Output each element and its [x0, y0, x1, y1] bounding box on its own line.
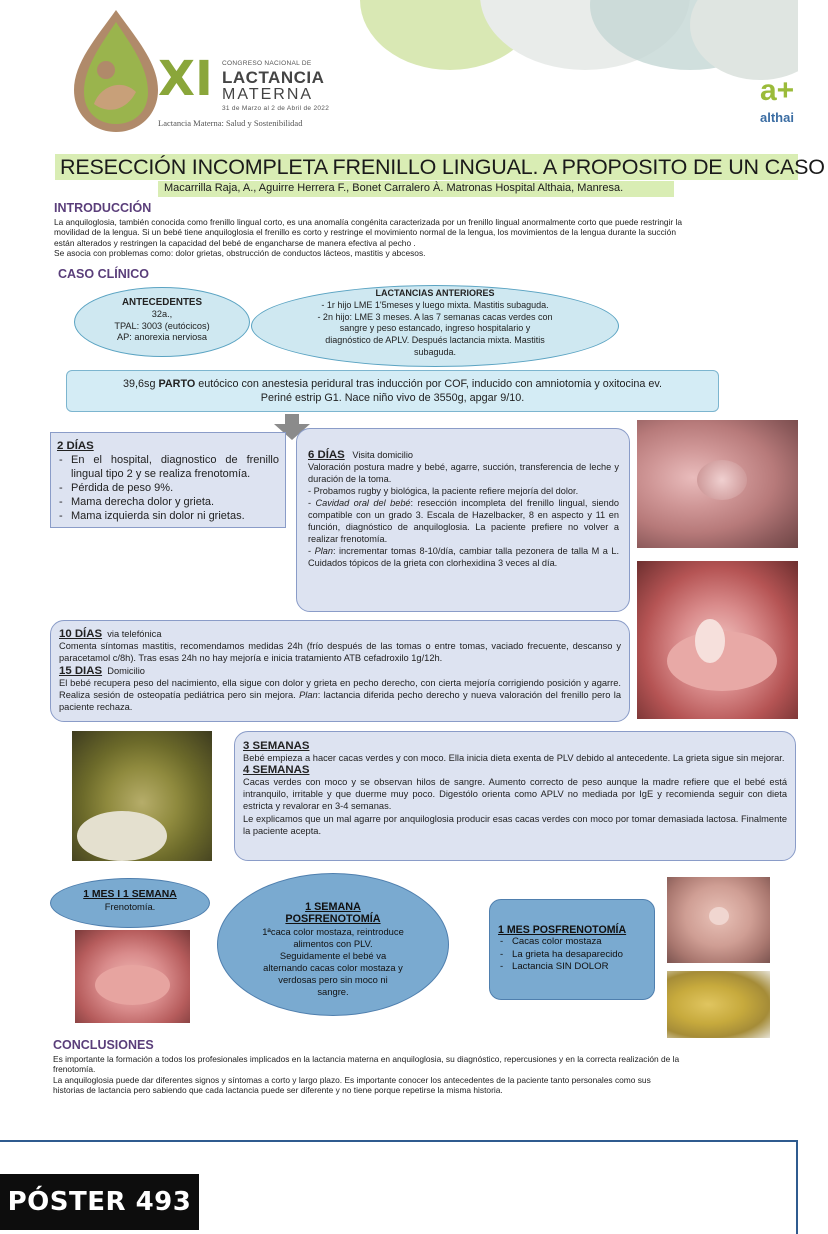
- seis-dias-p1: Valoración postura madre y bebé, agarre, succión, transferencia de leche y duración de la toma.: [308, 462, 619, 484]
- cavidad-text: : resección incompleta del frenillo lingual, siendo compatible con un grado 3. Escala de Hazelbacker, 8 en aspecto y 11 en función, diagnóstico de anquiloglosia. La paciente prefiere no volver a realizar frenotomía.: [308, 498, 619, 544]
- parto-bold: PARTO: [158, 378, 196, 390]
- conclusions-line: frenotomía.: [53, 1064, 96, 1075]
- conclusions-line: historias de lactancia pero sabiendo que cada lactancia puede ser diferente y no tiene porque repetirse la misma historia.: [53, 1085, 503, 1096]
- logo-line3: MATERNA: [222, 86, 314, 103]
- intro-line: están alterados y restringen la capacidad del bebé de engancharse de manera efectiva al pecho .: [54, 237, 416, 248]
- diez-heading: [59, 628, 621, 640]
- mes-pos-title: 1 MES POSFRENOTOMÍA: [498, 924, 627, 936]
- diez-title: 10 DÍAS: [59, 628, 103, 640]
- seis-dias-p4: - Plan: incrementar tomas 8-10/día, cambiar talla pezonera de talla M a L. Cuidados tópicos de la grieta con clorhexidina 3 veces al día.: [308, 546, 620, 568]
- quince-plan-label: Plan: [299, 690, 318, 701]
- logo-tagline: Lactancia Materna: Salud y Sostenibilidad: [158, 118, 303, 128]
- lactancias-line: diagnóstico de APLV. Después lactancia mixta. Mastitis: [325, 335, 545, 346]
- congress-logo-icon: [66, 8, 166, 134]
- diaper-stool-photo: [72, 731, 212, 861]
- mes-pos-box: [489, 899, 655, 1000]
- diez-subtitle: via telefónica: [107, 629, 162, 639]
- quince-text: [59, 677, 621, 714]
- list-item: - En el hospital, diagnostico de frenillo lingual tipo 2 y se realiza frenotomía.: [57, 453, 279, 481]
- semana-pos-line: alternando cacas color mostaza y: [263, 962, 403, 973]
- lactancias-line: subaguda.: [413, 346, 457, 357]
- logo-line1: CONGRESO NACIONAL DE: [222, 60, 312, 67]
- semana-pos-line: sangre.: [317, 986, 349, 997]
- lactancias-line: - 2n hijo: LME 3 meses. A las 7 semanas cacas verdes con: [317, 311, 553, 322]
- cuatro-semanas-text2: Le explicamos que un mal agarre por anquiloglosia producir esas cacas verdes con moco por tomar demasiada lactosa. Finalmente la paciente acepta.: [243, 813, 787, 836]
- seis-dias-p3: - Cavidad oral del bebé: resección incompleta del frenillo lingual, siendo compatible con un grado 3. Escala de Hazelbacker, 8 en aspecto y 11 en función, diagnóstico de anquiloglosia. La paciente prefiere no volver a realizar frenotomía.: [308, 498, 619, 544]
- post-frenotomy-mouth-photo: [75, 930, 190, 1023]
- quince-text-a: El bebé recupera peso del nacimiento, ella sigue con dolor y grieta en pecho derecho, con cierta mejoría corrigiendo posición y agarre. Realiza sesión de osteopatía pediátrica pero sin mejora.: [59, 677, 621, 701]
- cavidad-label: Cavidad oral del bebé: [315, 498, 411, 508]
- intro-line: La anquiloglosia, también conocida como frenillo lingual corto, es una anomalía congénita caracterizada por un frenillo lingual anormalmente corto que puede restringir la: [54, 217, 683, 227]
- list-item: - Pérdida de peso 9%.: [57, 481, 279, 495]
- logo-line2: LACTANCIA: [222, 68, 325, 87]
- list-item: - Mama izquierda sin dolor ni grietas.: [57, 509, 279, 523]
- breast-crack-photo: [637, 420, 798, 548]
- quince-text-b: : lactancia diferida pecho derecho y nueva valoración del frenillo pero la paciente rechaza.: [59, 690, 621, 713]
- quince-subtitle: Domicilio: [107, 665, 145, 676]
- mes-pos-list: [498, 936, 646, 974]
- frame-line-vertical: [796, 1140, 798, 1234]
- seis-dias-title: 6 DÍAS: [308, 449, 345, 461]
- logo-dates: 31 de Marzo al 2 de Abril de 2022: [222, 105, 330, 112]
- case-heading: CASO CLÍNICO: [58, 267, 149, 281]
- dos-dias-title: 2 DÍAS: [57, 440, 94, 452]
- antecedentes-line: TPAL: 3003 (eutócicos): [114, 320, 210, 331]
- dos-dias-list: [57, 453, 279, 523]
- semana-pos-line: alimentos con PLV.: [293, 938, 373, 949]
- dos-dias-box: [50, 432, 286, 528]
- intro-line: movilidad de la lengua. Si un bebé tiene anquiloglosia el frenillo es corto y restringe el movimiento normal de la lengua, los movimientos de la lengua durante la succión: [54, 227, 676, 238]
- semanas-box: [234, 731, 796, 861]
- conclusions-heading: CONCLUSIONES: [53, 1038, 154, 1052]
- quince-heading: [59, 665, 621, 677]
- list-item: - Cacas color mostaza: [498, 936, 646, 949]
- lactancias-title: LACTANCIAS ANTERIORES: [375, 288, 495, 298]
- intro-line: Se asocia con problemas como: dolor grietas, obstrucción de conductos lácteos, mastitis y abcesos.: [54, 248, 426, 259]
- semana-pos-line: verdosas pero sin moco ni: [278, 974, 388, 985]
- plan-text: : incrementar tomas 8-10/día, cambiar talla pezonera de talla M a L. Cuidados tópicos de la grieta con clorhexidina 3 veces al día.: [308, 546, 620, 568]
- semana-pos-ellipse: [217, 873, 449, 1016]
- antecedentes-ellipse: [74, 287, 250, 357]
- oral-cavity-photo: [637, 561, 798, 719]
- semana-pos-line: 1ªcaca color mostaza, reintroduce: [262, 926, 404, 937]
- un-mes-title: 1 MES I 1 SEMANA: [83, 889, 177, 900]
- antecedentes-title: ANTECEDENTES: [121, 297, 203, 308]
- semana-pos-title1: 1 SEMANA: [305, 901, 361, 913]
- un-mes-text: Frenotomía.: [104, 901, 156, 912]
- sponsor-name: althai: [760, 110, 794, 125]
- tres-semanas-title: 3 SEMANAS: [243, 740, 310, 752]
- healed-breast-photo: [667, 877, 770, 963]
- seis-dias-heading: [308, 449, 619, 461]
- antecedentes-line: 32a.,: [151, 308, 173, 319]
- cuatro-semanas-title: 4 SEMANAS: [243, 764, 310, 777]
- diez-text: Comenta síntomas mastitis, recomendamos medidas 24h (frío después de las tomas o entre tomas, vaciado frecuente, descanso y paracetamol c/8h). Tras esas 24h no hay mejoría e inicia tratamiento ATB cefadroxilo 1g/12h.: [59, 641, 621, 664]
- un-mes-ellipse: [50, 878, 210, 928]
- list-item: - Mama derecha dolor y grieta.: [57, 495, 279, 509]
- sponsor-mark: a+: [760, 74, 795, 107]
- parto-box: [66, 370, 719, 412]
- semana-pos-line: Seguidamente el bebé va: [279, 950, 387, 961]
- conclusions-text: [53, 1054, 803, 1096]
- tres-semanas-text: Bebé empieza a hacer cacas verdes y con moco. Ella inicia dieta exenta de PLV debido al antecedente. La grieta sigue sin mejorar.: [243, 753, 785, 764]
- list-item: - La grieta ha desaparecido: [498, 949, 646, 962]
- poster-number-badge: PÓSTER 493: [0, 1174, 199, 1230]
- intro-heading: INTRODUCCIÓN: [54, 201, 152, 215]
- seis-dias-box: [296, 428, 630, 612]
- parto-post: eutócico con anestesia peridural tras inducción por COF, inducido con amniotomia y oxitocina ev.: [195, 378, 662, 390]
- plan-label: Plan: [314, 546, 333, 556]
- logo-numeral: XI: [158, 51, 213, 107]
- poster-title: RESECCIÓN INCOMPLETA FRENILLO LINGUAL. A PROPOSITO DE UN CASO: [60, 155, 825, 179]
- frame-line-horizontal: [0, 1140, 798, 1142]
- lactancias-ellipse: [251, 285, 619, 367]
- conclusions-line: La anquiloglosia puede dar diferentes signos y síntomas a corto y largo plazo. Es importante conocer los antecedentes de la paciente tanto personales como sus: [53, 1074, 651, 1085]
- lactancias-line: sangre y peso estancado, ingreso hospitalario y: [339, 323, 531, 334]
- semana-pos-title2: POSFRENOTOMÍA: [285, 913, 381, 925]
- seis-dias-subtitle: Visita domicilio: [352, 450, 413, 460]
- mustard-stool-photo: [667, 971, 770, 1038]
- cuatro-semanas-text: Cacas verdes con moco y se observan hilos de sangre. Aumento correcto de peso aunque la madre refiere que el bebé está intranquilo, irritable y que duerme muy poco. Digestólo orienta como APLV no mediada por IgE y recomienda seguir con dieta estricta y revalorar en 3-4 semanas.: [243, 777, 787, 812]
- seis-dias-p2: - Probamos rugby y biológica, la paciente refiere mejoría del dolor.: [308, 486, 579, 496]
- authors: Macarrilla Raja, A., Aguirre Herrera F., Bonet Carralero À. Matronas Hospital Althaia, Manresa.: [164, 182, 624, 194]
- list-item: - Lactancia SIN DOLOR: [498, 961, 646, 974]
- antecedentes-line: AP: anorexia nerviosa: [117, 332, 207, 343]
- parto-line1: [67, 377, 718, 391]
- quince-title: 15 DIAS: [59, 664, 103, 677]
- parto-pre: 39,6sg: [123, 378, 159, 390]
- diez-quince-box: [50, 620, 630, 722]
- intro-text: [54, 217, 804, 259]
- parto-line2: Periné estrip G1. Nace niño vivo de 3550g, apgar 9/10.: [260, 392, 525, 404]
- conclusions-line: Es importante la formación a todos los profesionales implicados en la lactancia materna en anquiloglosia, su diagnóstico, repercusiones y en la correcta realización de la: [53, 1054, 680, 1064]
- lactancias-line: - 1r hijo LME 1'5meses y luego mixta. Mastitis subaguda.: [321, 299, 549, 310]
